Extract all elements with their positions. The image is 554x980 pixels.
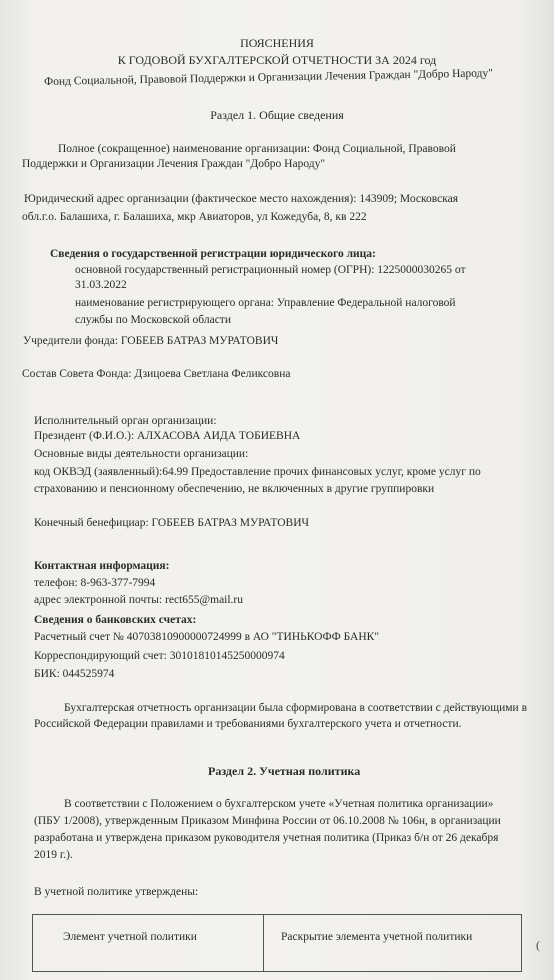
registering-organ-line-1: наименование регистрирующего органа: Управление Федеральной налоговой [75, 297, 456, 309]
legal-address-line-2: обл.г.о. Балашиха, г. Балашиха, мкр Авиаторов, ул Кожедуба, 8, кв 222 [22, 211, 367, 223]
ogrn-line-1: основной государственный регистрационный номер (ОГРН): 1225000030265 от [75, 264, 466, 276]
founders-line: Учредители фонда: ГОБЕЕВ БАТРАЗ МУРАТОВИЧ [23, 335, 279, 347]
document-title: ПОЯСНЕНИЯ [240, 36, 314, 50]
email-line: адрес электронной почты: rect655@mail.ru [34, 594, 244, 606]
correspondent-account-line: Корреспондирующий счет: 30101810145250000974 [34, 650, 285, 662]
phone-line: телефон: 8-963-377-7994 [34, 577, 156, 589]
organization-name-line: Фонд Социальной, Правовой Поддержки и Организации Лечения Граждан "Добро Народу" [44, 67, 494, 88]
bank-accounts-heading: Сведения о банковских счетах: [34, 614, 197, 626]
approved-heading: В учетной политике утверждены: [34, 886, 199, 898]
beneficiary-line: Конечный бенефициар: ГОБЕЕВ БАТРАЗ МУРАТОВИЧ [34, 517, 309, 529]
bik-line: БИК: 044525974 [34, 668, 115, 680]
settlement-account-line: Расчетный счет № 40703810900000724999 в АО "ТИНЬКОФФ БАНК" [34, 631, 380, 643]
policy-paragraph-line-3: разработана и утверждена приказом руководителя учетная политика (Приказ б/н от 26 декабря [34, 832, 499, 844]
margin-mark: ( [536, 938, 540, 952]
contacts-heading: Контактная информация: [34, 560, 170, 572]
okved-line-2: страхованию и пенсионному обеспечению, не включенных в другие группировки [34, 483, 435, 495]
policy-paragraph-line-2: (ПБУ 1/2008), утвержденным Приказом Минфина России от 06.10.2008 № 106н, в организации [34, 815, 501, 827]
legal-address-line-1: Юридический адрес организации (фактическое место нахождения): 143909; Московская [24, 193, 459, 205]
document-subtitle: К ГОДОВОЙ БУХГАЛТЕРСКОЙ ОТЧЕТНОСТИ ЗА 2024 год [117, 53, 437, 67]
table-header-element: Элемент учетной политики [63, 931, 197, 943]
policy-paragraph-line-4: 2019 г.). [34, 849, 73, 861]
activity-heading: Основные виды деятельности организации: [34, 448, 249, 460]
table-header-disclosure: Раскрытие элемента учетной политики [281, 931, 473, 943]
full-name-line-1: Полное (сокращенное) наименование организации: Фонд Социальной, Правовой [58, 143, 456, 155]
full-name-line-2: Поддержки и Организации Лечения Граждан "Добро Народу" [22, 158, 326, 170]
executive-heading: Исполнительный орган организации: [34, 415, 217, 427]
policy-table [32, 914, 522, 972]
statement-line-2: Российской Федерации правилами и требованиями бухгалтерского учета и отчетности. [34, 718, 462, 730]
policy-paragraph-line-1: В соответствии с Положением о бухгалтерском учете «Учетная политика организации» [64, 798, 494, 810]
section-1-heading: Раздел 1. Общие сведения [210, 108, 344, 122]
registering-organ-line-2: службы по Московской области [75, 314, 231, 326]
council-line: Состав Совета Фонда: Дзицоева Светлана Феликсовна [22, 368, 291, 380]
section-2-heading: Раздел 2. Учетная политика [208, 764, 361, 778]
statement-line-1: Бухгалтерская отчетность организации была сформирована в соответствии с действующими в [64, 702, 528, 714]
table-column-divider [263, 915, 264, 971]
registration-heading: Сведения о государственной регистрации юридического лица: [50, 248, 376, 260]
president-line: Президент (Ф.И.О.): АЛХАСОВА АИДА ТОБИЕВНА [34, 430, 301, 442]
okved-line-1: код ОКВЭД (заявленный):64.99 Предоставление прочих финансовых услуг, кроме услуг по [34, 466, 481, 478]
ogrn-line-2: 31.03.2022 [75, 279, 127, 291]
